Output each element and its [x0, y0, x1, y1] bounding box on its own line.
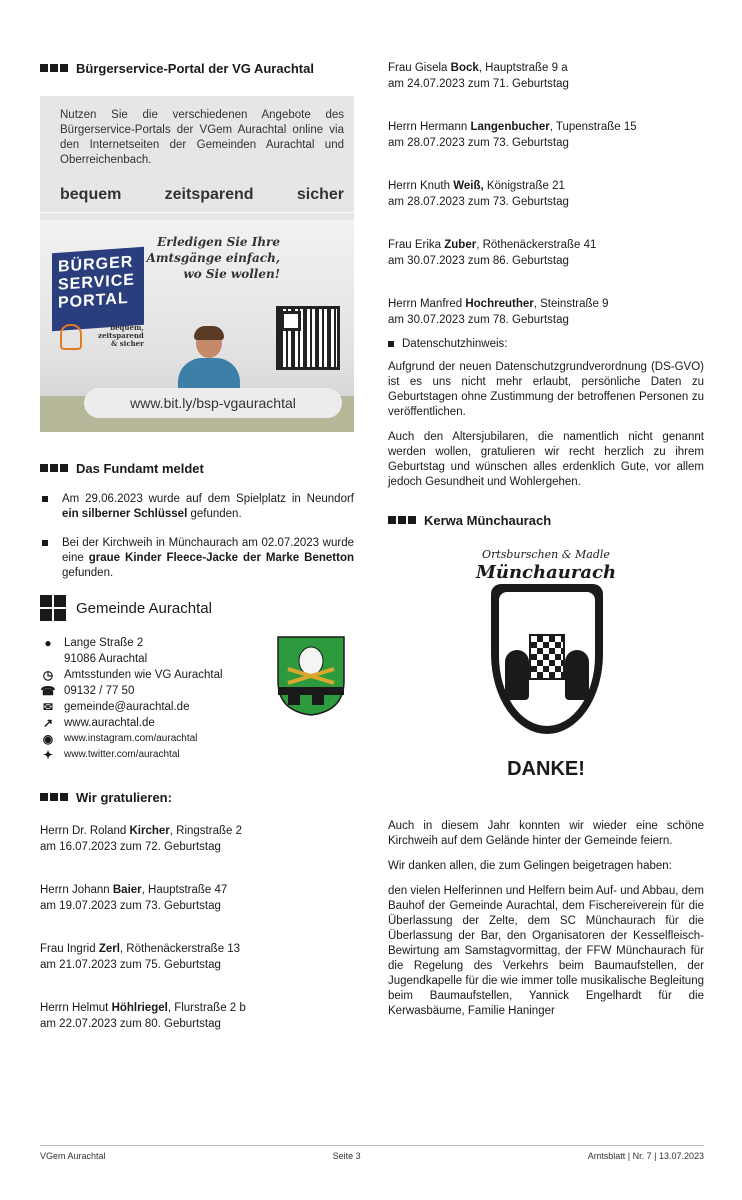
datenschutz-paragraph-2: Auch den Altersjubilaren, die namentlich nicht genannt werden wollen, gratulieren wir recht herzlich zu ihrem Geburtstag und wünschen alles erdenklich Gute, vor allem jedoch Gesundheit und Wohlergehen. — [388, 431, 704, 488]
list-item: Herrn Helmut Höhlriegel, Flurstraße 2 b am 22.07.2023 zum 80. Geburtstag — [40, 1002, 246, 1030]
web-row[interactable] — [40, 715, 354, 731]
list-item: Bei der Kirchweih in Münchaurach am 02.07.2023 wurde eine graue Kinder Fleece-Jacke der Marke Benetton gefunden. — [40, 536, 354, 581]
kerwa-heading: Kerwa Münchaurach — [388, 510, 704, 530]
left-column — [40, 58, 354, 1059]
portal-url-link[interactable]: www.bit.ly/bsp-vgaurachtal — [84, 388, 342, 418]
kerwa-paragraph-3: den vielen Helferinnen und Helfern beim Auf- und Abbau, dem Bauhof der Gemeinde Aurachtal, dem Fischereiverein für die Überlassung der Zelte, dem SC Münchaurach für die Überlassung der Bar, den Organisatoren der Kesselfleisch-Bewirtung am Samstagvormittag, der FFW Münchaurach für die Regelung des Verkehrs beim Baumaufstellen, der Jugendkapelle für die wie immer tolle musikalische Begleitung beim Baumaufstellen, Yannick Engelhardt für die Kerwasbäume, Familie Haninger — [388, 885, 704, 1017]
instagram-row[interactable] — [40, 731, 354, 747]
gemeinde-squares-icon — [40, 595, 66, 621]
footer-page-number: Seite 3 — [332, 1151, 361, 1161]
coat-of-arms-icon — [276, 635, 346, 717]
twitter-row[interactable] — [40, 747, 354, 763]
logo-subtitle: bequem, zeitsparend & sicher — [98, 323, 144, 348]
kerwa-logo-name: Münchaurach — [475, 562, 617, 583]
office-hours: Amtsstunden wie VG Aurachtal — [64, 669, 223, 681]
portal-tagline: Erledigen Sie Ihre Amtsgänge einfach, wo Sie wollen! — [146, 235, 280, 281]
list-item: Frau Erika Zuber, Röthenäckerstraße 41 am 30.07.2023 zum 86. Geburtstag — [388, 239, 597, 267]
qr-code-icon — [276, 306, 340, 370]
datenschutz-heading: Datenschutzhinweis: — [388, 338, 704, 350]
figure-right-icon — [565, 650, 589, 700]
portal-intro: Nutzen Sie die verschiedenen Angebote des Bürgerservice-Portals der VGem Aurachtal online via den Internetseiten der Gemeinden Aurachtal und Oberreichenbach. — [60, 109, 344, 166]
clock-icon: ◷ — [42, 668, 54, 682]
heading-squares-icon — [388, 516, 418, 524]
footer-right: Amtsblatt | Nr. 7 | 13.07.2023 — [587, 1151, 704, 1161]
web-link[interactable]: www.aurachtal.de — [64, 717, 155, 729]
bullet-square-icon — [388, 341, 394, 347]
list-item: Herrn Hermann Langenbucher, Tupenstraße 15 am 28.07.2023 zum 73. Geburtstag — [388, 121, 637, 149]
checkered-crest-icon — [529, 634, 565, 680]
portal-divider — [40, 212, 354, 213]
kerwa-text — [388, 819, 704, 1019]
mail-icon: ✉ — [42, 700, 54, 714]
buergerservice-logo: BÜRGER SERVICE PORTAL — [52, 247, 144, 331]
keyword-sicher: sicher — [296, 186, 344, 203]
kerwa-logo — [471, 550, 621, 740]
kerwa-paragraph-2: Wir danken allen, die zum Gelingen beigetragen haben: — [388, 860, 672, 872]
portal-ad[interactable] — [40, 96, 354, 432]
location-pin-icon: ● — [44, 636, 52, 650]
external-link-icon: ↗ — [42, 716, 54, 730]
heading-squares-icon — [40, 793, 70, 801]
list-item: Frau Gisela Bock, Hauptstraße 9 a am 24.07.2023 zum 71. Geburtstag — [388, 62, 569, 90]
portal-keywords — [60, 186, 344, 204]
list-item: Herrn Knuth Weiß, Königstraße 21 am 28.07.2023 zum 73. Geburtstag — [388, 180, 569, 208]
heading-squares-icon — [40, 64, 70, 72]
hand-pointer-icon — [60, 324, 82, 350]
phone-icon: ☎ — [40, 684, 56, 698]
heading-squares-icon — [40, 464, 70, 472]
keyword-zeitsparend: zeitsparend — [164, 186, 254, 203]
instagram-link[interactable]: www.instagram.com/aurachtal — [64, 733, 198, 744]
address-street: Lange Straße 2 — [64, 637, 144, 649]
danke-title: DANKE! — [507, 758, 585, 780]
right-column — [388, 58, 704, 1019]
keyword-bequem: bequem — [60, 186, 122, 203]
list-item: Herrn Dr. Roland Kircher, Ringstraße 2 am 16.07.2023 zum 72. Geburtstag — [40, 825, 242, 853]
kerwa-logo-top: Ortsburschen & Madle — [482, 548, 610, 561]
instagram-icon: ◉ — [42, 732, 54, 746]
gemeinde-heading: Gemeinde Aurachtal — [40, 595, 354, 621]
footer-left: VGem Aurachtal — [40, 1151, 106, 1161]
list-item: Am 29.06.2023 wurde auf dem Spielplatz in Neundorf ein silberner Schlüssel gefunden. — [40, 492, 354, 522]
list-item: Frau Ingrid Zerl, Röthenäckerstraße 13 am 21.07.2023 zum 75. Geburtstag — [40, 943, 241, 971]
fundamt-heading: Das Fundamt meldet — [40, 458, 354, 478]
page-footer — [40, 1145, 704, 1161]
address-city: 91086 Aurachtal — [64, 653, 148, 665]
datenschutz-paragraph-1: Aufgrund der neuen Datenschutzgrundverordnung (DS-GVO) ist es uns nicht mehr erlaubt, persönliche Daten zu Geburtstagen ohne Zustimmung der betroffenen Personen zu veröffentlichen. — [388, 361, 704, 418]
gratulieren-heading: Wir gratulieren: — [40, 787, 354, 807]
list-item: Herrn Johann Baier, Hauptstraße 47 am 19.07.2023 zum 73. Geburtstag — [40, 884, 228, 912]
twitter-link[interactable]: www.twitter.com/aurachtal — [64, 749, 180, 760]
gemeinde-contact — [40, 635, 354, 763]
twitter-icon: ✦ — [42, 748, 54, 762]
fundamt-list — [40, 492, 354, 581]
phone-number[interactable]: 09132 / 77 50 — [64, 685, 135, 697]
email-link[interactable]: gemeinde@aurachtal.de — [64, 701, 190, 713]
kerwa-paragraph-1: Auch in diesem Jahr konnten wir wieder eine schöne Kirchweih auf dem Gelände hinter der Gemeinde feiern. — [388, 820, 704, 847]
portal-heading: Bürgerservice-Portal der VG Aurachtal — [40, 58, 354, 78]
birthday-list-left — [40, 823, 354, 1032]
birthday-list-right — [388, 60, 704, 328]
figure-left-icon — [505, 650, 529, 700]
list-item: Herrn Manfred Hochreuther, Steinstraße 9 am 30.07.2023 zum 78. Geburtstag — [388, 298, 609, 326]
